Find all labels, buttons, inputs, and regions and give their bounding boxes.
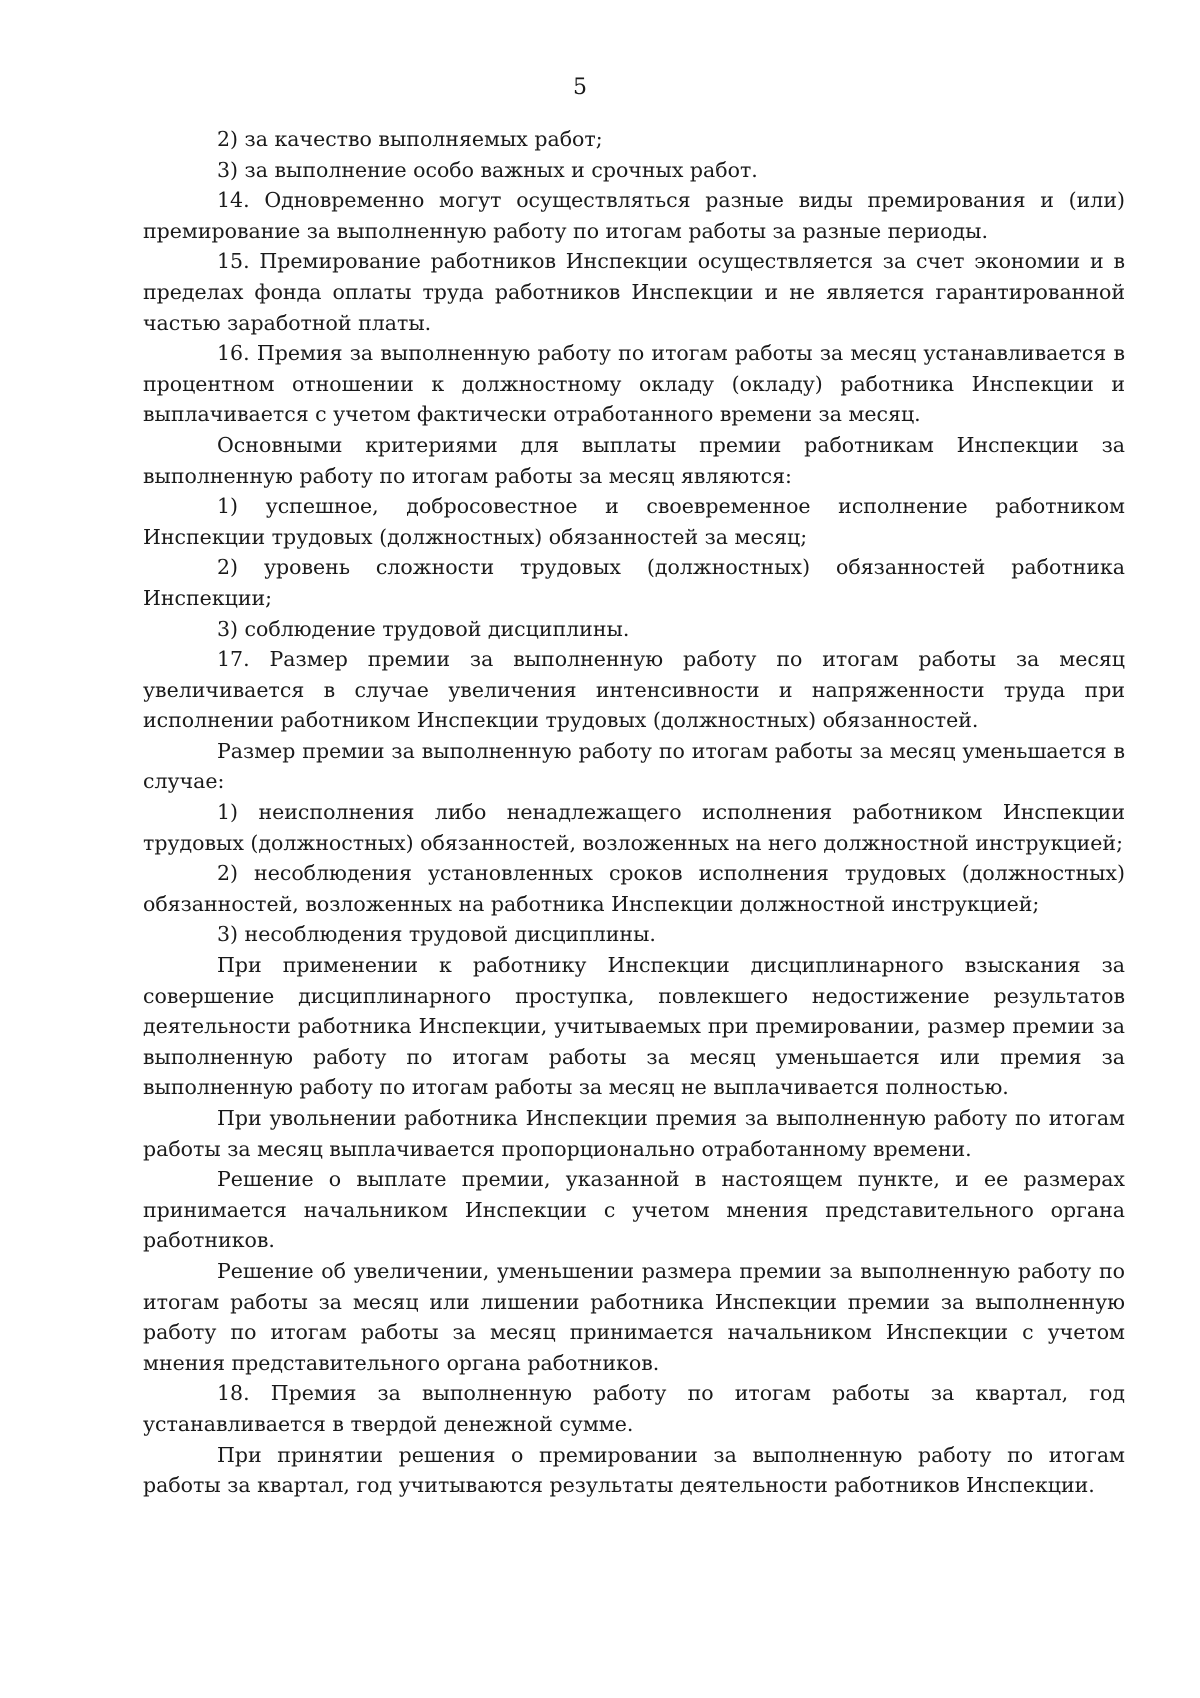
paragraph: 15. Премирование работников Инспекции осуществляется за счет экономии и в пределах фонда оплаты труда работников Инспекции и не является гарантированной частью заработной платы. [143,249,1125,335]
paragraph: 18. Премия за выполненную работу по итогам работы за квартал, год устанавливается в твердой денежной сумме. [143,1381,1125,1436]
paragraph: 1) успешное, добросовестное и своевременное исполнение работником Инспекции трудовых (должностных) обязанностей за месяц; [143,494,1125,549]
paragraph: 2) уровень сложности трудовых (должностных) обязанностей работника Инспекции; [143,555,1125,610]
paragraph: 3) за выполнение особо важных и срочных работ. [217,157,758,182]
page-number: 5 [573,75,587,100]
document-body [143,124,1125,1501]
paragraph: При принятии решения о премировании за выполненную работу по итогам работы за квартал, год учитываются результаты деятельности работников Инспекции. [143,1442,1125,1498]
paragraph: 3) несоблюдения трудовой дисциплины. [217,922,656,947]
paragraph: 1) неисполнения либо ненадлежащего исполнения работником Инспекции трудовых (должностных) обязанностей, возложенных на него должностной инструкцией; [143,800,1125,855]
paragraph: При увольнении работника Инспекции премия за выполненную работу по итогам работы за месяц выплачивается пропорционально отработанному времени. [143,1106,1125,1161]
paragraph: 2) за качество выполняемых работ; [217,127,603,151]
paragraph: 16. Премия за выполненную работу по итогам работы за месяц устанавливается в процентном отношении к должностному окладу (окладу) работника Инспекции и выплачивается с учетом фактически отработанного времени за месяц. [143,341,1125,427]
paragraph: 3) соблюдение трудовой дисциплины. [217,616,630,641]
paragraph: 17. Размер премии за выполненную работу по итогам работы за месяц увеличивается в случае увеличения интенсивности и напряженности труда при исполнении работником Инспекции трудовых (должностных) обязанностей. [143,647,1125,733]
paragraph: Решение о выплате премии, указанной в настоящем пункте, и ее размерах принимается начальником Инспекции с учетом мнения представительного органа работников. [143,1167,1125,1253]
paragraph: При применении к работнику Инспекции дисциплинарного взыскания за совершение дисциплинарного проступка, повлекшего недостижение результатов деятельности работника Инспекции, учитываемых при премировании, размер премии за выполненную работу по итогам работы за месяц уменьшается или премия за выполненную работу по итогам работы за месяц не выплачивается полностью. [143,953,1125,1100]
paragraph: Размер премии за выполненную работу по итогам работы за месяц уменьшается в случае: [143,738,1125,794]
paragraph: 2) несоблюдения установленных сроков исполнения трудовых (должностных) обязанностей, возложенных на работника Инспекции должностной инструкцией; [143,861,1125,916]
paragraph: 14. Одновременно могут осуществляться разные виды премирования и (или) премирование за выполненную работу по итогам работы за разные периоды. [143,188,1125,243]
paragraph: Основными критериями для выплаты премии работникам Инспекции за выполненную работу по итогам работы за месяц являются: [143,432,1125,488]
paragraph: Решение об увеличении, уменьшении размера премии за выполненную работу по итогам работы за месяц или лишении работника Инспекции премии за выполненную работу по итогам работы за месяц принимается начальником Инспекции с учетом мнения представительного органа работников. [143,1258,1125,1375]
